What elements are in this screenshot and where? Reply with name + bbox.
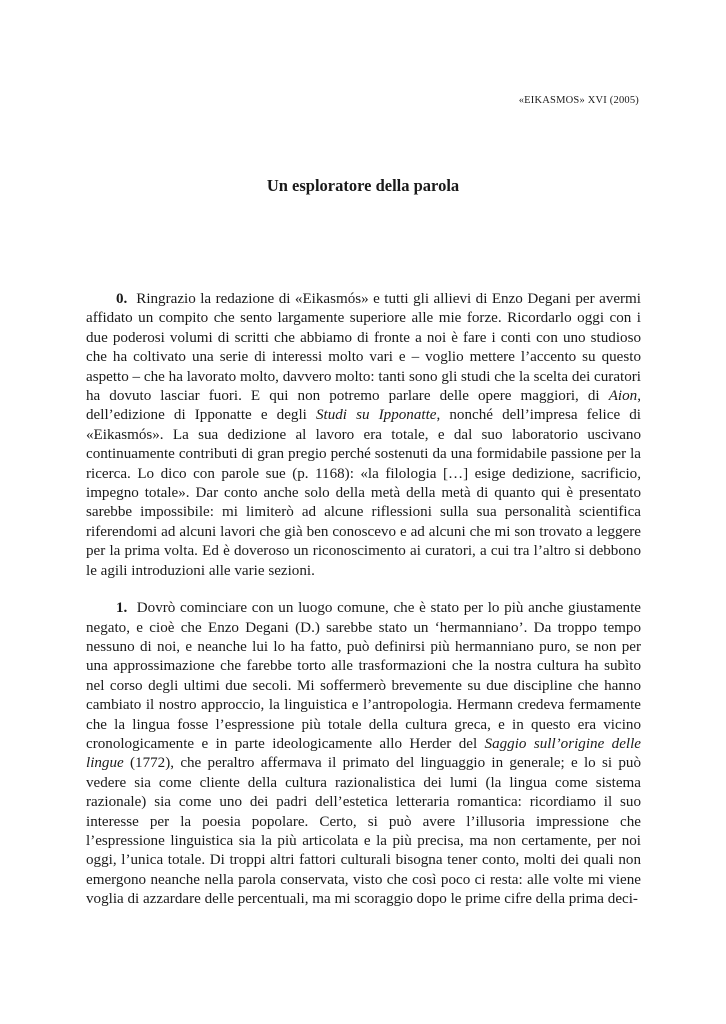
text-segment: , nonché dell’impresa felice di «Eikasmós». La sua dedizione al lavoro era totale, e dal suo laboratorio uscivano continuamente contributi di gran pregio perché sostenuti da una formidabile passione per la ricerca. Lo dico con parole sue (p. 1168): «la filologia […] esige dedizione, sacrificio, impegno totale». Dar conto anche solo della metà della metà di quanto qui è presentato sarebbe impossibile: mi limiterò ad alcune riflessioni sulla sua personalità scientifica riferendomi ad alcuni lavori che già ben conoscevo e ad alcuni che mi son trovato a leggere per la prima volta. Ed è doveroso un riconoscimento ai curatori, a cui tra l’altro si debbono le agili introduzioni alle varie sezioni. xyxy=(86,407,641,579)
italic-title-aion: Aion xyxy=(608,388,638,405)
article-body xyxy=(86,290,641,910)
section-number: 0. xyxy=(116,291,128,307)
italic-title-saggio: Saggio sull’origine delle lingue xyxy=(86,735,641,772)
article-title: Un esploratore della parola xyxy=(266,176,460,195)
paragraph-1 xyxy=(86,599,641,910)
paragraph-0 xyxy=(86,290,641,581)
text-segment: (1772), che peraltro affermava il primato del linguaggio in generale; e lo si può vedere sia come cliente della cultura razionalistica dei lumi (la lingua come sistema razionale) sia come uno dei padri dell’estetica letteraria romantica: ricordiamo il suo interesse per la poesia popolare. Certo, si può avere l’illusoria impressione che l’espressione linguistica sia la più articolata e la più precisa, ma non certamente, per noi oggi, l’unica totale. Di troppi altri fattori culturali bisogna tener conto, molti dei quali non emergono neanche nella parola conservata, visto che così poco ci resta: alle volte mi viene voglia di azzardare delle percentuali, ma mi scoraggio dopo le prime cifre della prima deci- xyxy=(86,755,641,908)
section-number: 1. xyxy=(116,600,128,617)
text-segment: Ringrazio la redazione di «Eikasmós» e tutti gli allievi di Enzo Degani per avermi affidato un compito che sento largamente superiore alle mie forze. Ricordarlo oggi con i due poderosi volumi di scritti che abbiamo di fronte a noi è fare i conti con uno studioso che ha coltivato una serie di interessi molto vari e – voglio mettere l’accento su questo aspetto – che ha lavorato molto, davvero molto: tanti sono gli studi che la scelta dei curatori ha dovuto lasciar fuori. E qui non potremo parlare delle opere maggiori, di xyxy=(86,291,641,405)
running-head: «EIKASMOS» XVI (2005) xyxy=(518,95,639,106)
text-segment: , dell’edizione di Ipponatte e degli xyxy=(86,388,641,424)
italic-title-studi: Studi su Ipponatte xyxy=(315,407,437,424)
text-segment: Dovrò cominciare con un luogo comune, che è stato per lo più anche giustamente negato, e cioè che Enzo Degani (D.) sarebbe stato un ‘hermanniano’. Da troppo tempo nessuno di noi, e neanche lui lo ha fatto, può definirsi più hermanniano puro, se non per una approssimazione che farebbe torto alle trasformazioni che la nostra cultura ha subìto nel corso degli ultimi due secoli. Mi soffermerò brevemente su due discipline che hanno cambiato il nostro approccio, la linguistica e l’antropologia. Hermann credeva fermamente che la lingua fosse l’espressione più totale della cultura greca, e in questo era vicino cronologicamente e in parte ideologicamente allo Herder del xyxy=(86,600,641,752)
